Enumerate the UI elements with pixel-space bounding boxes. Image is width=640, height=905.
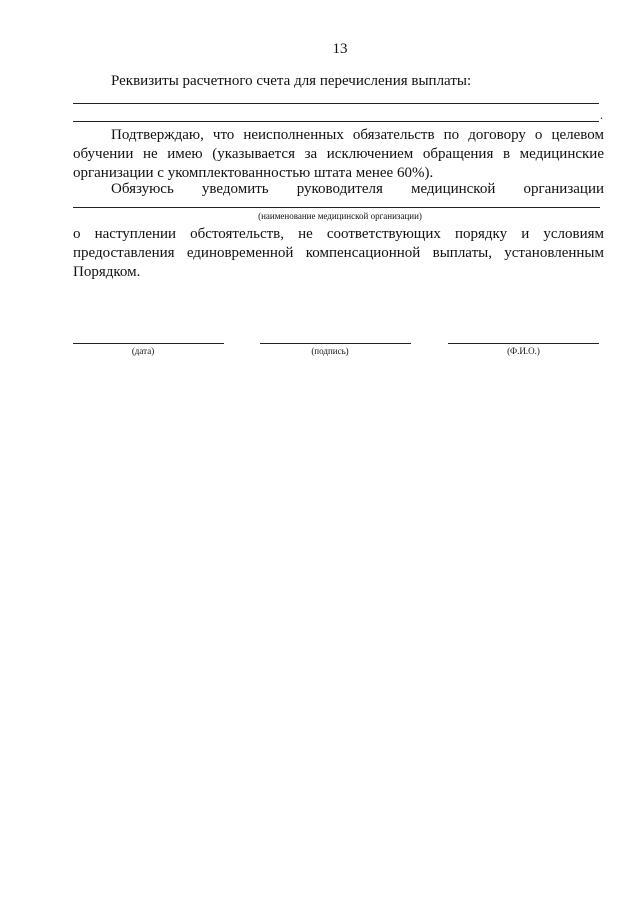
signature-caption: (подпись) (311, 346, 349, 356)
obligation-continuation: о наступлении обстоятельств, не соответствующих порядку и условиям предоставления единовременной компенсационной выплаты, установленным Порядком. (73, 226, 604, 280)
obligation-start: Обязуюсь уведомить руководителя медицинской организации (111, 181, 604, 197)
requisites-label: Реквизиты расчетного счета для перечисления выплаты: (111, 73, 472, 89)
requisites-end-mark: . (600, 108, 603, 122)
full-name-line (448, 343, 599, 344)
page-number: 13 (332, 41, 348, 57)
signature-line (260, 343, 411, 344)
organization-caption: (наименование медицинской организации) (258, 211, 422, 221)
date-caption: (дата) (131, 346, 155, 356)
full-name-caption: (Ф.И.О.) (507, 346, 540, 356)
confirm-paragraph: Подтверждаю, что неисполненных обязательств по договору о целевом обучении не имею (указывается за исключением обращения в медицинские организации с укомплектованностью штата менее 60%). (73, 127, 604, 181)
organization-name-line (73, 207, 600, 208)
requisites-line-1 (73, 103, 599, 104)
date-line (73, 343, 224, 344)
requisites-line-2 (73, 121, 599, 122)
